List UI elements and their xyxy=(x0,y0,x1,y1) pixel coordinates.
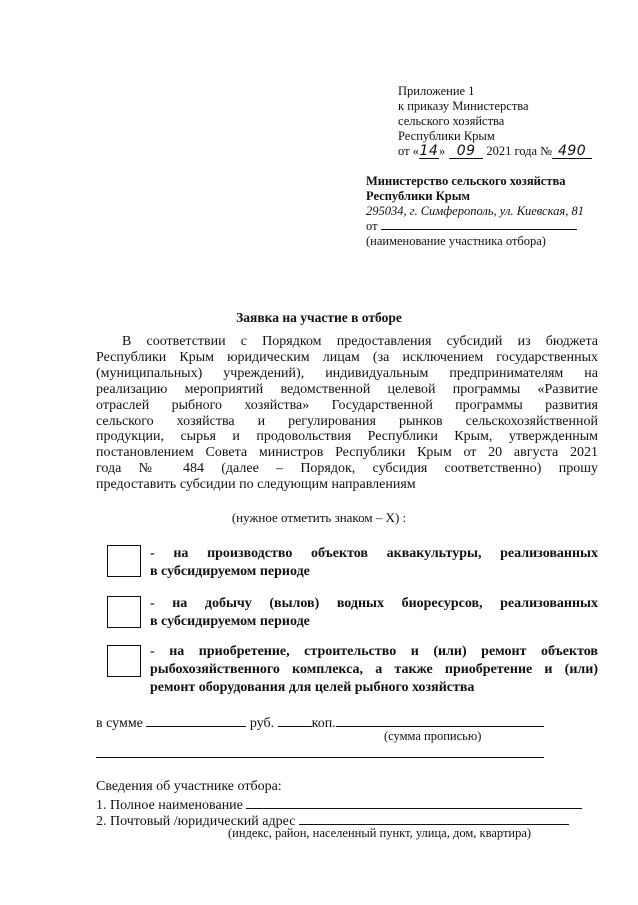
sum-in-words-field[interactable] xyxy=(336,714,544,727)
option-line: ремонт оборудования для целей рыбного хозяйства xyxy=(150,680,475,695)
option-line: - на добычу (вылов) водных биоресурсов, реализованных xyxy=(150,596,598,611)
option-checkbox-catch[interactable] xyxy=(107,596,141,628)
participant-heading: Сведения об участнике отбора: xyxy=(96,779,282,794)
option-construction xyxy=(150,643,598,697)
appendix-line2: к приказу Министерства xyxy=(398,99,529,113)
date-mid: » xyxy=(438,144,446,158)
addressee-ministry: Министерство сельского хозяйства xyxy=(366,174,566,188)
paragraph-line: постановлением Совета министров Республики Крым от 20 августа 2021 xyxy=(96,445,598,461)
from-field[interactable] xyxy=(381,219,577,230)
address-field[interactable] xyxy=(299,812,569,825)
paragraph-line: года № 484 (далее – Порядок, субсидия соответственно) прошу xyxy=(96,461,598,477)
addressee-republic: Республики Крым xyxy=(366,189,470,203)
paragraph-line: предоставить субсидии по следующим направлениям xyxy=(96,477,416,493)
paragraph-line: отраслей рыбного хозяйства» Государственной программы развития xyxy=(96,397,598,413)
option-line: в субсидируемом периоде xyxy=(150,564,310,579)
full-name-label: 1. Полное наименование xyxy=(96,798,243,813)
address-caption: (индекс, район, населенный пункт, улица, дом, квартира) xyxy=(228,826,532,840)
year-text: 2021 года № xyxy=(486,144,553,158)
option-checkbox-aquaculture[interactable] xyxy=(107,545,141,577)
rub-label: руб. xyxy=(249,716,275,731)
appendix-line4: Республики Крым xyxy=(398,129,495,143)
from-label: от xyxy=(366,219,378,233)
sum-caption: (сумма прописью) xyxy=(384,729,482,743)
handwritten-month: 09 xyxy=(449,145,483,159)
request-paragraph xyxy=(96,334,598,493)
handwritten-number: 490 xyxy=(552,145,592,159)
date-prefix: от « xyxy=(398,144,419,158)
sum-label: в сумме xyxy=(96,716,143,731)
paragraph-line: (муниципальных) учреждений), индивидуальным предпринимателям на xyxy=(96,365,598,381)
from-line[interactable] xyxy=(366,219,584,234)
appendix-block xyxy=(398,84,592,159)
from-caption: (наименование участника отбора) xyxy=(366,234,546,248)
option-line: рыбохозяйственного комплекса, а также приобретение и (или) xyxy=(150,662,598,677)
appendix-line3: сельского хозяйства xyxy=(398,114,505,128)
addressee-block xyxy=(366,174,584,249)
address-label: 2. Почтовый /юридический адрес xyxy=(96,814,296,829)
paragraph-line: продукции, сырья и продовольствия Республики Крым, утвержденным xyxy=(96,429,598,445)
mark-note: (нужное отметить знаком – X) : xyxy=(231,510,407,525)
document-title: Заявка на участие в отборе xyxy=(236,310,402,325)
option-aquaculture xyxy=(150,545,598,581)
paragraph-line: сельского хозяйства и регулирования рынков сельскохозяйственной xyxy=(96,413,598,429)
sum-amount-field[interactable] xyxy=(146,714,246,727)
kop-label: коп. xyxy=(311,716,336,731)
paragraph-line: В соответствии с Порядком предоставления субсидий из бюджета xyxy=(122,334,598,349)
option-catch xyxy=(150,595,598,631)
option-line: - на производство объектов аквакультуры, реализованных xyxy=(150,546,598,561)
option-line: - на приобретение, строительство и (или) ремонт объектов xyxy=(150,644,598,659)
full-name-field[interactable] xyxy=(246,796,582,809)
option-line: в субсидируемом периоде xyxy=(150,614,310,629)
sum-words-continuation-line[interactable] xyxy=(96,757,544,758)
kop-amount-field[interactable] xyxy=(278,714,312,727)
handwritten-day: 14 xyxy=(419,143,439,159)
option-checkbox-construction[interactable] xyxy=(107,645,141,677)
paragraph-line: Республики Крым юридическим лицам (за исключением государственных xyxy=(96,349,598,365)
appendix-date-line xyxy=(398,144,592,159)
addressee-address: 295034, г. Симферополь, ул. Киевская, 81 xyxy=(366,204,584,218)
paragraph-line: реализацию мероприятий ведомственной целевой программы «Развитие xyxy=(96,381,598,397)
appendix-line1: Приложение 1 xyxy=(398,84,475,98)
